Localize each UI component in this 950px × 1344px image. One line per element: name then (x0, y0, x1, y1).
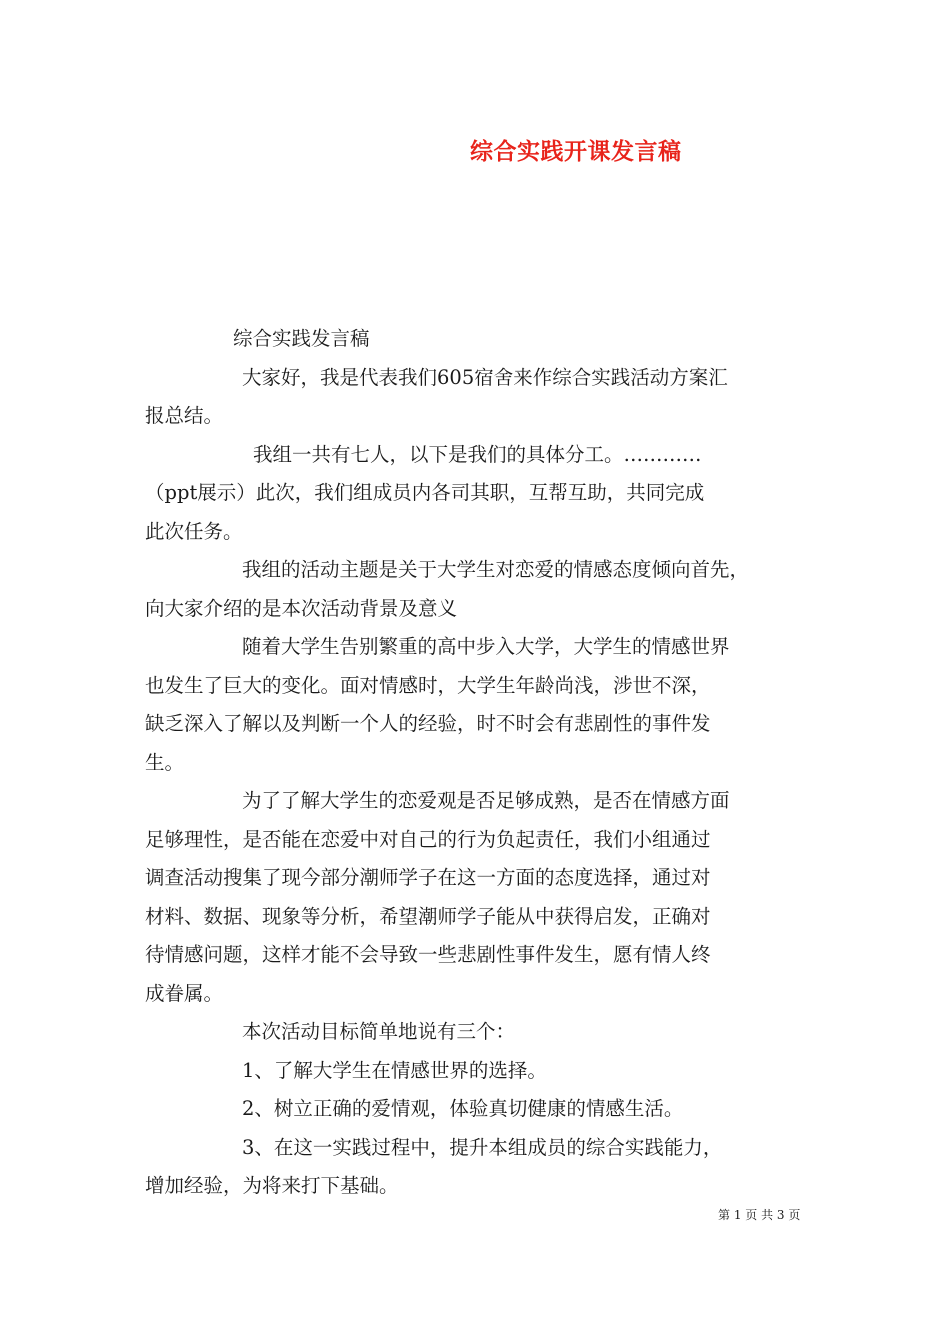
paragraph-line: 足够理性，是否能在恋爱中对自己的行为负起责任，我们小组通过 (145, 827, 711, 851)
body-subtitle: 综合实践发言稿 (233, 327, 370, 350)
document-title: 综合实践开课发言稿 (470, 138, 682, 165)
paragraph-line: 此次任务。 (145, 519, 243, 543)
paragraph-line: 向大家介绍的是本次活动背景及意义 (145, 596, 458, 620)
paragraph-line: 调查活动搜集了现今部分潮师学子在这一方面的态度选择，通过对 (145, 866, 711, 889)
list-item: 3、在这一实践过程中，提升本组成员的综合实践能力， (242, 1135, 723, 1159)
paragraph-line: 也发生了巨大的变化。面对情感时，大学生年龄尚浅，涉世不深， (145, 673, 711, 697)
paragraph-line: 生。 (145, 750, 185, 774)
paragraph-line: 成眷属。 (145, 981, 224, 1005)
list-item: 1、了解大学生在情感世界的选择。 (242, 1058, 547, 1082)
list-item: 2、树立正确的爱情观，体验真切健康的情感生活。 (242, 1097, 684, 1120)
paragraph-line: 随着大学生告别繁重的高中步入大学，大学生的情感世界 (242, 635, 730, 658)
paragraph-line: 我组一共有七人，以下是我们的具体分工。………… (253, 442, 702, 466)
paragraph-line: 本次活动目标简单地说有三个： (242, 1020, 516, 1043)
paragraph-line: 报总结。 (145, 404, 224, 427)
document-body (145, 320, 815, 1206)
paragraph-line: 待情感问题，这样才能不会导致一些悲剧性事件发生，愿有情人终 (145, 943, 711, 966)
paragraph-line: 大家好，我是代表我们605宿舍来作综合实践活动方案汇 (242, 365, 728, 389)
paragraph-line: 我组的活动主题是关于大学生对恋爱的情感态度倾向首先， (242, 558, 750, 581)
paragraph-line: 增加经验，为将来打下基础。 (145, 1174, 399, 1197)
paragraph-line: （ppt展示）此次，我们组成员内各司其职，互帮互助，共同完成 (145, 481, 705, 504)
paragraph-line: 缺乏深入了解以及判断一个人的经验，时不时会有悲剧性的事件发 (145, 712, 711, 735)
page-footer: 第 1 页 共 3 页 (718, 1208, 801, 1222)
paragraph-line: 材料、数据、现象等分析，希望潮师学子能从中获得启发，正确对 (145, 904, 711, 928)
paragraph-line: 为了了解大学生的恋爱观是否足够成熟，是否在情感方面 (242, 789, 730, 812)
